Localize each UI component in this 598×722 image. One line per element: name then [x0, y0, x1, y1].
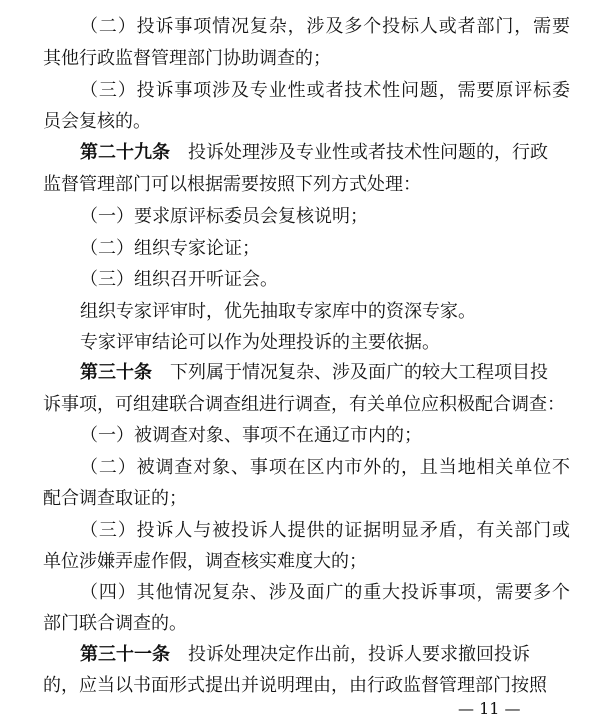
list-item: （二）被调查对象、事项在区内市外的，且当地相关单位不 — [80, 457, 570, 478]
list-item: （二）组织专家论证； — [80, 238, 260, 259]
text-line: 组织专家评审时，优先抽取专家库中的资深专家。 — [80, 301, 476, 322]
article-heading: 第三十条 — [80, 362, 152, 383]
article-text: 投诉处理决定作出前，投诉人要求撤回投诉 — [188, 644, 530, 665]
article-29-line — [0, 138, 598, 168]
text-line: 单位涉嫌弄虚作假，调查核实难度大的； — [43, 551, 367, 572]
text-line: 监督管理部门可以根据需要按照下列方式处理： — [43, 174, 421, 195]
text-line: 的，应当以书面形式提出并说明理由，由行政监督管理部门按照 — [43, 675, 547, 696]
text-line: （二）投诉事项情况复杂，涉及多个投标人或者部门，需要 — [80, 16, 570, 37]
article-heading: 第二十九条 — [80, 142, 170, 163]
text-line: 员会复核的。 — [43, 111, 151, 132]
text-line: 专家评审结论可以作为处理投诉的主要依据。 — [80, 332, 440, 353]
text-line: （三）投诉事项涉及专业性或者技术性问题，需要原评标委 — [80, 80, 570, 101]
page-number: — 11 — — [458, 699, 521, 718]
list-item: （四）其他情况复杂、涉及面广的重大投诉事项，需要多个 — [80, 582, 570, 603]
article-heading: 第三十一条 — [80, 644, 170, 665]
list-item: （一）被调查对象、事项不在通辽市内的； — [80, 425, 422, 446]
article-30-line — [0, 358, 598, 388]
text-line: 其他行政监督管理部门协助调查的； — [43, 48, 331, 69]
list-item: （一）要求原评标委员会复核说明； — [80, 206, 368, 227]
text-line: 部门联合调查的。 — [43, 613, 187, 634]
text-line: 诉事项，可组建联合调查组进行调查，有关单位应积极配合调查： — [43, 394, 565, 415]
article-text: 下列属于情况复杂、涉及面广的较大工程项目投 — [170, 362, 548, 383]
article-31-line — [0, 640, 598, 670]
text-line: 配合调查取证的； — [43, 488, 187, 509]
list-item: （三）投诉人与被投诉人提供的证据明显矛盾，有关部门或 — [80, 520, 570, 541]
list-item: （三）组织召开听证会。 — [80, 269, 278, 290]
article-text: 投诉处理涉及专业性或者技术性问题的，行政 — [188, 142, 548, 163]
